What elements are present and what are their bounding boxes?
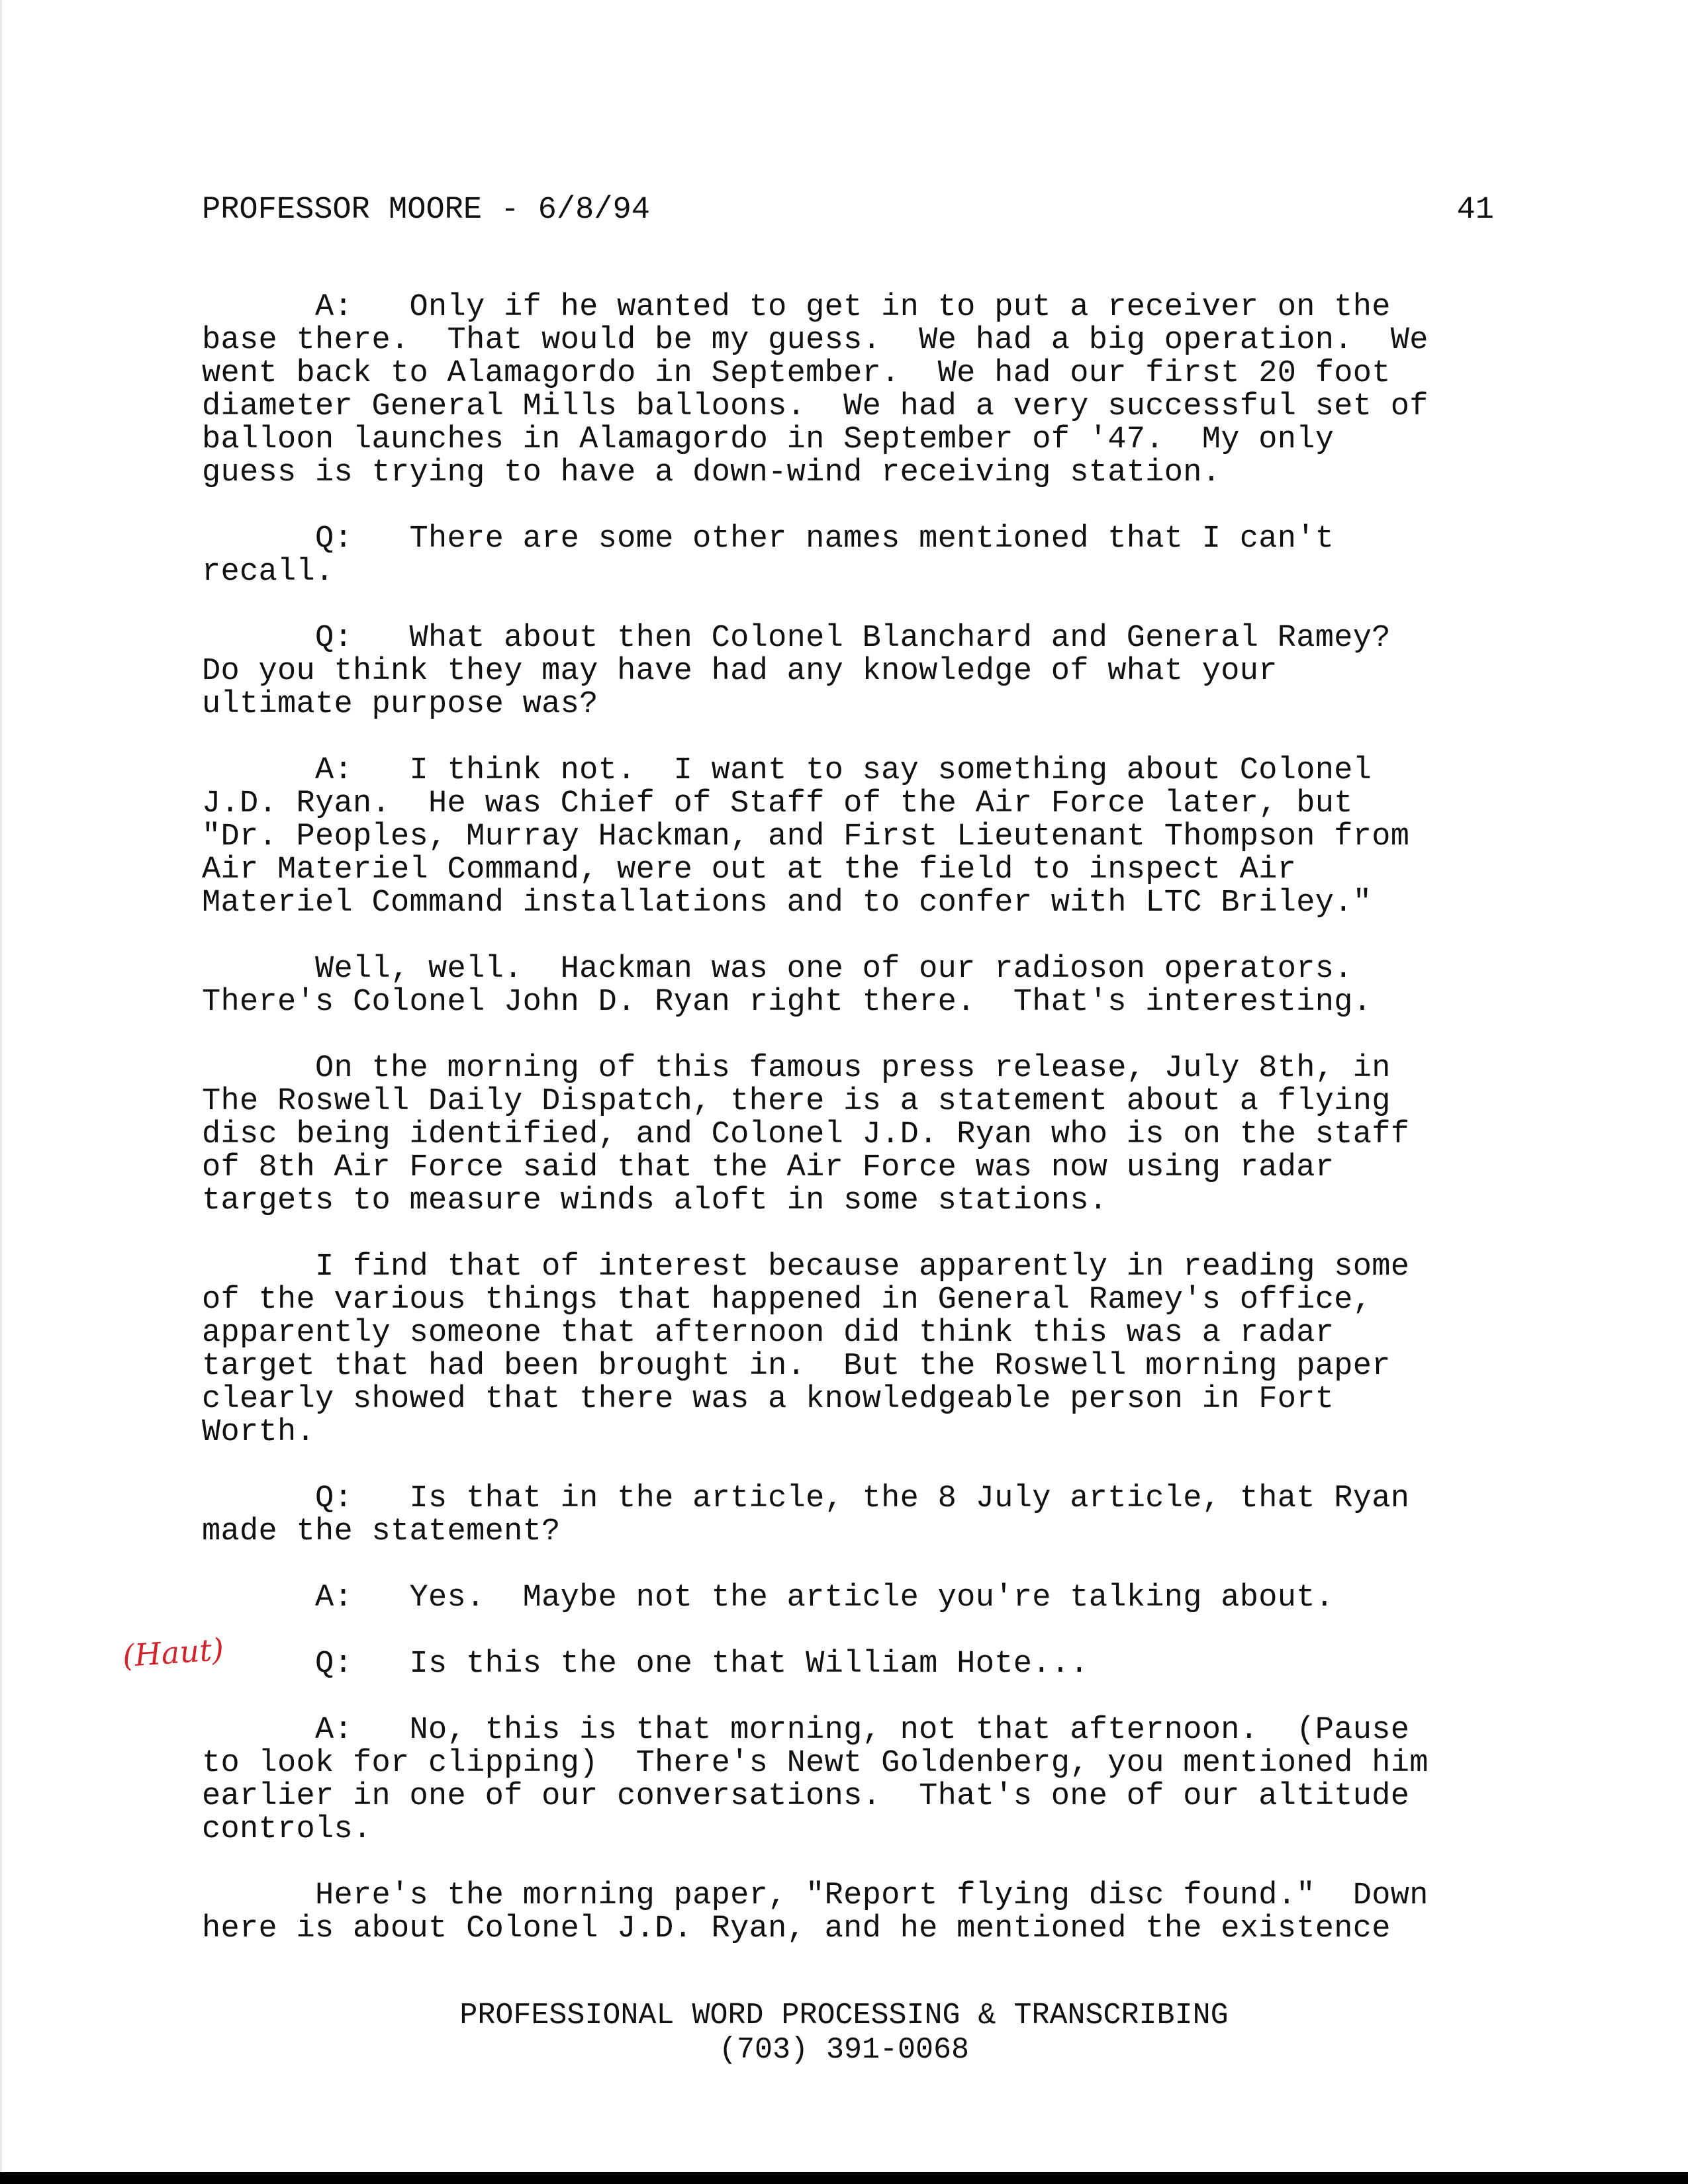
transcript-paragraph (202, 1052, 1496, 1218)
transcript-paragraph (202, 622, 1496, 721)
page-footer (0, 1999, 1688, 2068)
transcript-body (121, 290, 1496, 1979)
transcript-line: Q: What about then Colonel Blanchard and General Ramey? (202, 621, 1391, 656)
transcript-line: Do you think they may have had any knowledge of what your (202, 654, 1278, 689)
transcript-paragraph (202, 1251, 1496, 1449)
transcript-line: There's Colonel John D. Ryan right there. That's interesting. (202, 985, 1372, 1020)
transcript-line: Materiel Command installations and to confer with LTC Briley." (202, 886, 1372, 921)
transcript-line: On the morning of this famous press release, July 8th, in (202, 1051, 1391, 1086)
transcript-line: recall. (202, 555, 334, 590)
transcript-line: base there. That would be my guess. We had a big operation. We (202, 323, 1429, 358)
page-header (202, 191, 1494, 230)
transcript-paragraph (202, 1714, 1496, 1846)
transcript-line: Air Materiel Command, were out at the field to inspect Air (202, 852, 1297, 887)
transcript-line: I find that of interest because apparently in reading some (202, 1250, 1410, 1285)
transcript-line: Q: Is that in the article, the 8 July article, that Ryan (202, 1481, 1410, 1516)
transcript-line: made the statement? (202, 1514, 561, 1549)
footer-phone: (703) 391-0068 (718, 2033, 970, 2067)
transcript-paragraph (202, 1880, 1496, 1946)
transcript-line: earlier in one of our conversations. That's one of our altitude (202, 1779, 1410, 1814)
transcript-line: "Dr. Peoples, Murray Hackman, and First Lieutenant Thompson from (202, 819, 1410, 854)
transcript-line: A: Only if he wanted to get in to put a receiver on the (202, 290, 1391, 325)
page-edge (0, 0, 2, 2184)
transcript-line: ultimate purpose was? (202, 687, 598, 722)
transcript-line: here is about Colonel J.D. Ryan, and he mentioned the existence (202, 1911, 1391, 1946)
transcript-line: controls. (202, 1812, 372, 1847)
transcript-line: went back to Alamagordo in September. We had our first 20 foot (202, 356, 1391, 391)
transcript-paragraph (202, 953, 1496, 1019)
footer-company: PROFESSIONAL WORD PROCESSING & TRANSCRIBING (459, 1999, 1229, 2032)
transcript-line: Well, well. Hackman was one of our radioson operators. (202, 952, 1353, 987)
transcript-line: A: Yes. Maybe not the article you're talking about. (202, 1580, 1335, 1615)
header-title: PROFESSOR MOORE - 6/8/94 (202, 193, 650, 228)
transcript-line: A: No, this is that morning, not that afternoon. (Pause (202, 1713, 1410, 1748)
transcript-paragraph (121, 1631, 1496, 1682)
transcript-line: clearly showed that there was a knowledgeable person in Fort (202, 1382, 1335, 1417)
transcript-line: A: I think not. I want to say something about Colonel (202, 753, 1372, 788)
page-number: 41 (1456, 193, 1494, 228)
scan-bottom-border (0, 2172, 1688, 2184)
transcript-paragraph (202, 1582, 1496, 1615)
transcript-line: J.D. Ryan. He was Chief of Staff of the Air Force later, but (202, 786, 1353, 821)
transcript-line: Worth. (202, 1415, 316, 1450)
transcript-line: guess is trying to have a down-wind receiving station. (202, 455, 1221, 490)
transcript-line: diameter General Mills balloons. We had a very successful set of (202, 389, 1429, 424)
transcript-line: balloon launches in Alamagordo in September of '47. My only (202, 422, 1335, 457)
handwritten-annotation: (Haut) (121, 1631, 226, 1674)
transcript-line: target that had been brought in. But the Roswell morning paper (202, 1349, 1391, 1384)
transcript-paragraph (202, 291, 1496, 490)
transcript-paragraph (202, 1482, 1496, 1549)
transcript-line: of 8th Air Force said that the Air Force was now using radar (202, 1150, 1335, 1185)
transcript-line: of the various things that happened in General Ramey's office, (202, 1283, 1372, 1318)
transcript-line: targets to measure winds aloft in some stations. (202, 1183, 1108, 1218)
transcript-line: Q: Is this the one that William Hote... (202, 1647, 1089, 1682)
transcript-line: Here's the morning paper, "Report flying disc found." Down (202, 1878, 1429, 1913)
transcript-line: disc being identified, and Colonel J.D. Ryan who is on the staff (202, 1117, 1410, 1152)
transcript-line: The Roswell Daily Dispatch, there is a statement about a flying (202, 1084, 1391, 1119)
transcript-paragraph (202, 523, 1496, 589)
transcript-line: apparently someone that afternoon did think this was a radar (202, 1316, 1335, 1351)
transcript-line: to look for clipping) There's Newt Goldenberg, you mentioned him (202, 1746, 1429, 1781)
transcript-line: Q: There are some other names mentioned that I can't (202, 522, 1335, 557)
transcript-paragraph (202, 754, 1496, 920)
